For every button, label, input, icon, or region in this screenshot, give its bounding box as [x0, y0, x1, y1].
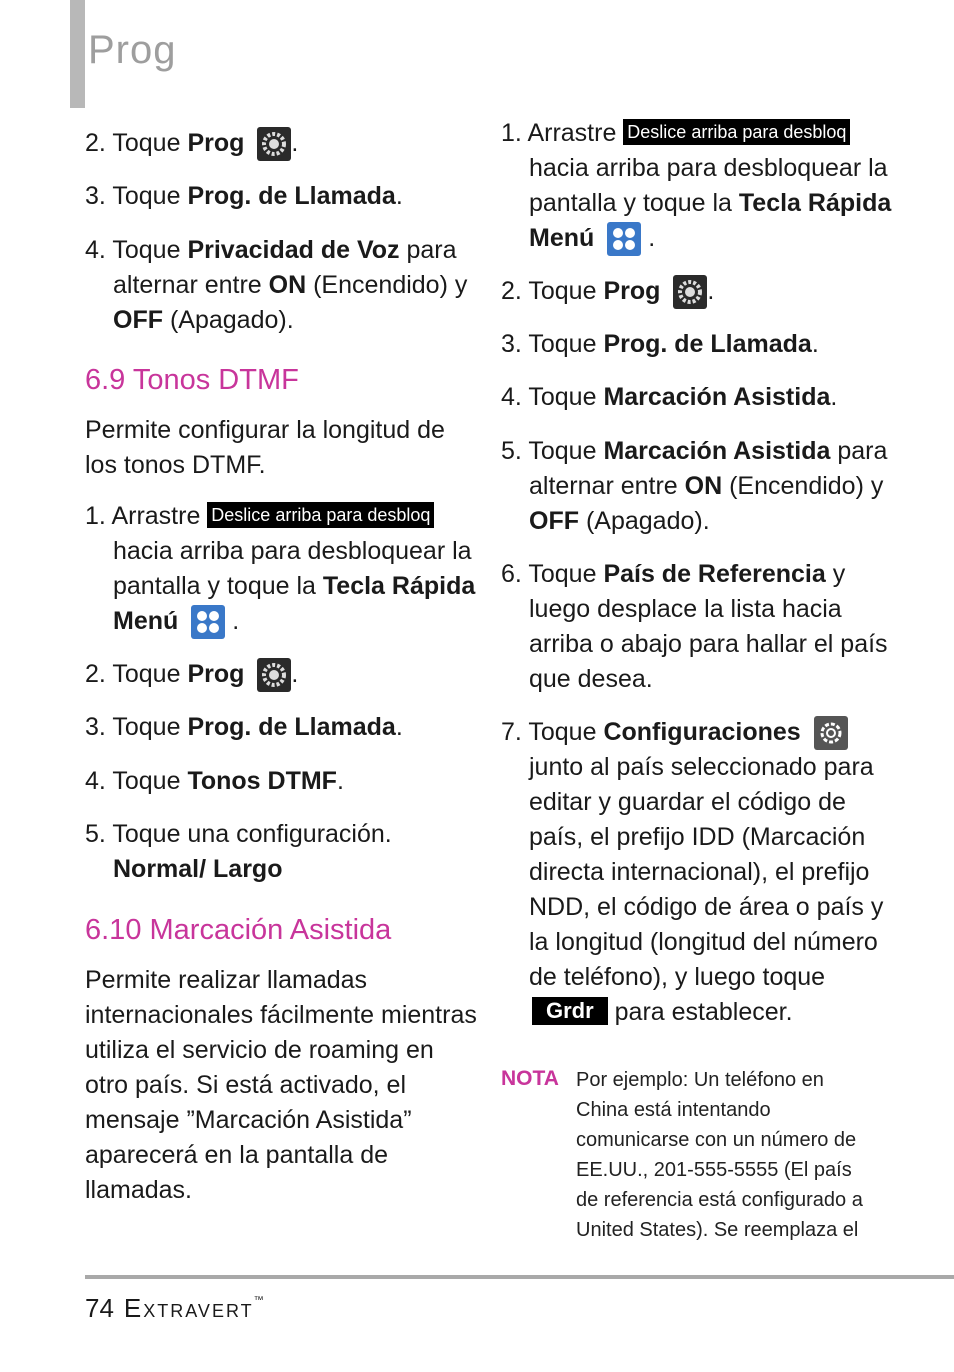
r-step-1-line4: Menú .: [529, 221, 655, 256]
settings-gear-icon: [257, 127, 291, 161]
menu-grid-icon: [191, 605, 225, 639]
configuration-gear-icon: [814, 716, 848, 750]
s9-step-1-line4: Menú .: [113, 604, 239, 639]
r-step-7-line: directa internacional), el prefijo: [529, 858, 870, 886]
s9-step-3: 3. Toque Prog. de Llamada.: [85, 713, 403, 741]
r-step-7: 7. Toque Configuraciones: [501, 715, 848, 750]
s10-desc-line: Permite realizar llamadas: [85, 966, 368, 994]
s9-step-2: 2. Toque Prog .: [85, 657, 298, 692]
section-heading-tonos-dtmf: 6.9 Tonos DTMF: [85, 364, 299, 396]
section-heading-marcacion-asistida: 6.10 Marcación Asistida: [85, 914, 392, 946]
r-step-1: 1. Arrastre Deslice arriba para desbloq: [501, 116, 850, 151]
s9-step-4: 4. Toque Tonos DTMF.: [85, 767, 344, 795]
note-line: de referencia está configurado a: [576, 1189, 863, 1211]
r-step-6-line: que desea.: [529, 665, 653, 693]
r-step-6: 6. Toque País de Referencia y: [501, 560, 846, 588]
r-step-7-line: país, el prefijo IDD (Marcación: [529, 823, 866, 851]
settings-gear-icon: [257, 658, 291, 692]
page-title: Prog: [88, 28, 177, 72]
s10-desc-line: internacionales fácilmente mientras: [85, 1001, 477, 1029]
r-step-7-save-line: Grdr para establecer.: [532, 995, 793, 1030]
r-step-3: 3. Toque Prog. de Llamada.: [501, 330, 819, 358]
s9-step-1: 1. Arrastre Deslice arriba para desbloq: [85, 499, 434, 534]
unlock-slider-label: Deslice arriba para desbloq: [623, 119, 850, 145]
settings-gear-icon: [673, 275, 707, 309]
r-step-1-line3: pantalla y toque la Tecla Rápida: [529, 189, 892, 217]
note-line: Por ejemplo: Un teléfono en: [576, 1069, 824, 1091]
s9-step-5-options: Normal/ Largo: [113, 855, 283, 883]
trademark-symbol: ™: [253, 1295, 264, 1306]
r-step-1-line2: hacia arriba para desbloquear la: [529, 154, 888, 182]
left-step-4-line2: alternar entre ON (Encendido) y: [113, 271, 468, 299]
title-accent-bar: [70, 0, 85, 108]
s10-desc-line: otro país. Si está activado, el: [85, 1071, 407, 1099]
s10-desc-line: mensaje ”Marcación Asistida”: [85, 1106, 412, 1134]
note-line: China está intentando: [576, 1099, 771, 1121]
section-9-desc-2: los tonos DTMF.: [85, 451, 266, 479]
note-label: NOTA: [501, 1067, 559, 1090]
r-step-7-line: editar y guardar el código de: [529, 788, 846, 816]
s10-desc-line: aparecerá en la pantalla de: [85, 1141, 389, 1169]
note-line: United States). Se reemplaza el: [576, 1219, 859, 1241]
page-number: 74: [85, 1293, 114, 1323]
r-step-4: 4. Toque Marcación Asistida.: [501, 383, 838, 411]
r-step-7-line: NDD, el código de área o país y: [529, 893, 884, 921]
footer-rule: [85, 1275, 954, 1279]
brand-name: Extravert: [123, 1293, 254, 1323]
r-step-7-line: de teléfono), y luego toque: [529, 963, 826, 991]
s9-step-1-line2: hacia arriba para desbloquear la: [113, 537, 472, 565]
save-softkey-label: Grdr: [532, 997, 608, 1025]
note-line: EE.UU., 201-555-5555 (El país: [576, 1159, 852, 1181]
s10-desc-line: utiliza el servicio de roaming en: [85, 1036, 434, 1064]
left-step-4-line3: OFF (Apagado).: [113, 306, 294, 334]
footer: [85, 1293, 264, 1324]
r-step-6-line: arriba o abajo para hallar el país: [529, 630, 888, 658]
r-step-2: 2. Toque Prog .: [501, 274, 714, 309]
r-step-5-line2: alternar entre ON (Encendido) y: [529, 472, 884, 500]
menu-grid-icon: [607, 222, 641, 256]
note-line: comunicarse con un número de: [576, 1129, 857, 1151]
left-step-2: 2. Toque Prog .: [85, 126, 298, 161]
r-step-5-line3: OFF (Apagado).: [529, 507, 710, 535]
left-step-3: 3. Toque Prog. de Llamada.: [85, 182, 403, 210]
r-step-7-line: junto al país seleccionado para: [529, 753, 874, 781]
left-step-4: 4. Toque Privacidad de Voz para: [85, 236, 457, 264]
r-step-7-line: la longitud (longitud del número: [529, 928, 878, 956]
section-9-desc-1: Permite configurar la longitud de: [85, 416, 445, 444]
unlock-slider-label: Deslice arriba para desbloq: [207, 502, 434, 528]
r-step-5: 5. Toque Marcación Asistida para: [501, 437, 888, 465]
s9-step-1-line3: pantalla y toque la Tecla Rápida: [113, 572, 476, 600]
s10-desc-line: llamadas.: [85, 1176, 192, 1204]
s9-step-5: 5. Toque una configuración.: [85, 820, 392, 848]
r-step-6-line: luego desplace la lista hacia: [529, 595, 842, 623]
